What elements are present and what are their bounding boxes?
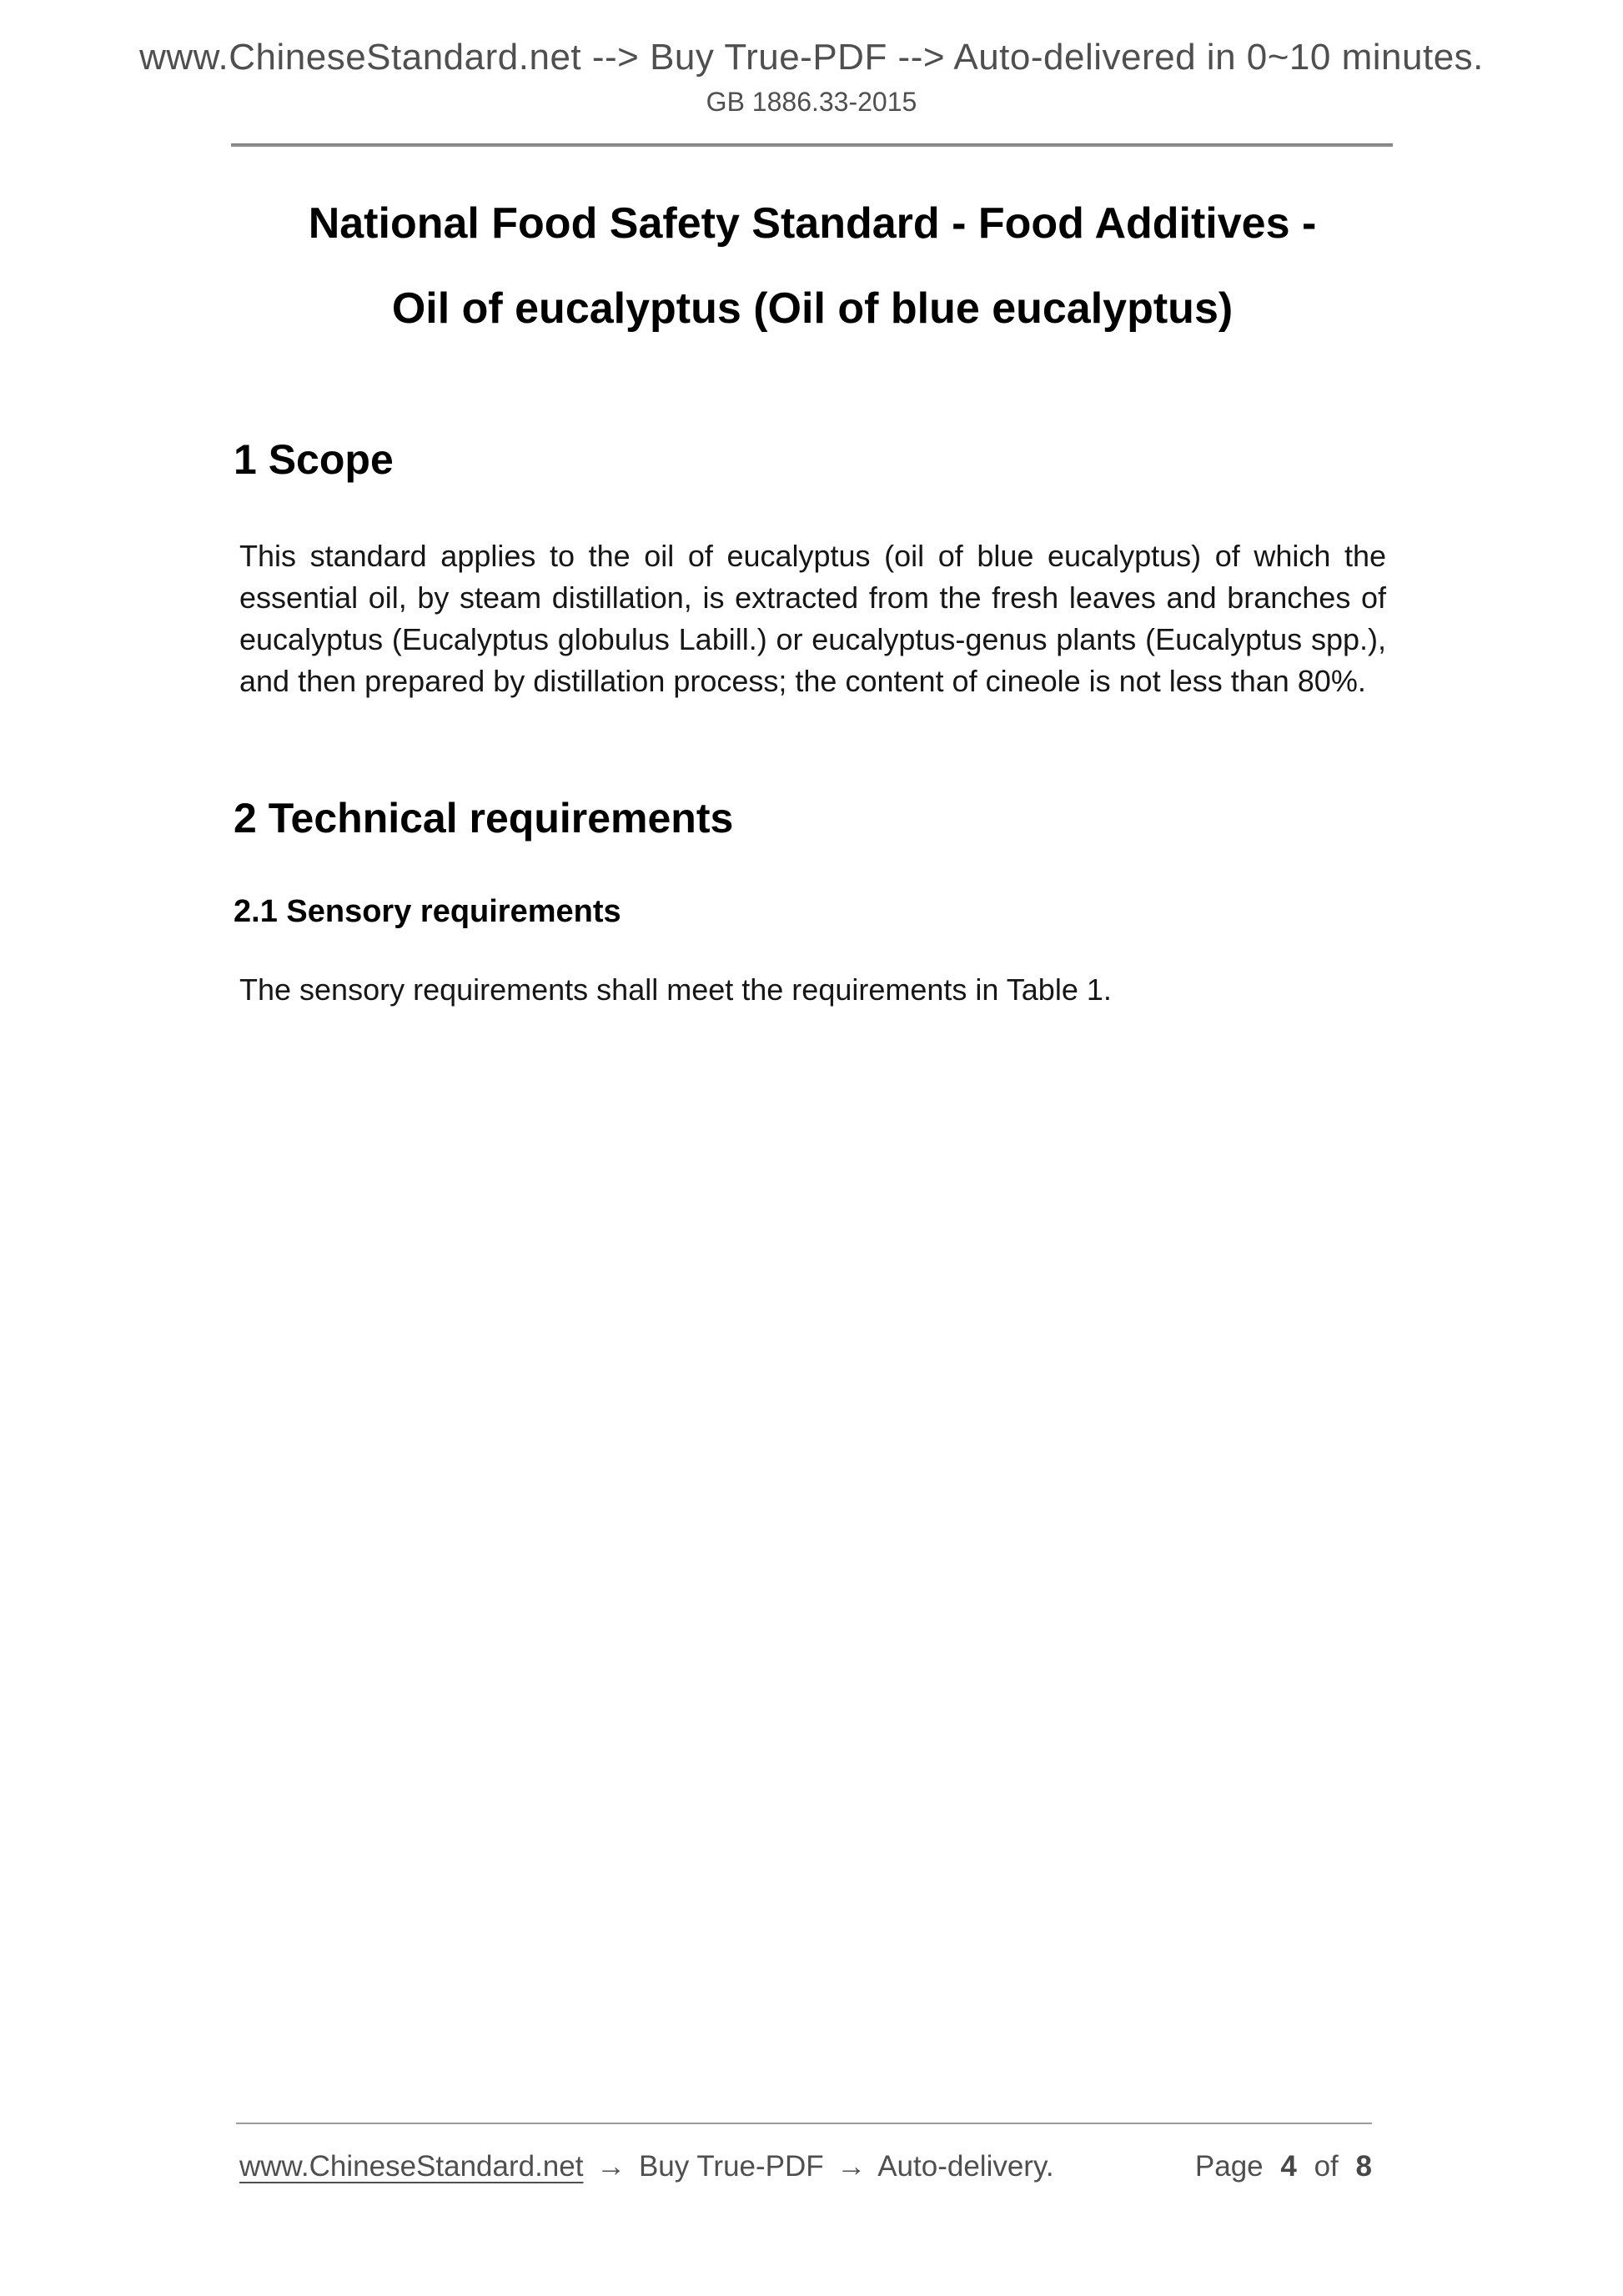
- footer-site-link[interactable]: www.ChineseStandard.net: [239, 2150, 584, 2183]
- footer-arrow-icon-1: →: [596, 2150, 626, 2183]
- page-of-label: of: [1314, 2150, 1339, 2183]
- document-code: GB 1886.33-2015: [706, 87, 917, 117]
- document-title-line-2: Oil of eucalyptus (Oil of blue eucalyptus): [391, 284, 1234, 333]
- document-title-line-1: National Food Safety Standard - Food Additives -: [308, 199, 1317, 248]
- section-2-1-sensory-paragraph: The sensory requirements shall meet the requirements in Table 1.: [239, 972, 1112, 1007]
- section-2-technical-heading: 2 Technical requirements: [234, 795, 734, 842]
- footer-delivery-note: [239, 2150, 1059, 2183]
- footer: [239, 2150, 1372, 2183]
- page-total-number: 8: [1355, 2150, 1372, 2183]
- header-banner-text: www.ChineseStandard.net --> Buy True-PDF --> Auto-delivered in 0~10 minutes.: [139, 37, 1484, 78]
- page-current-number: 4: [1280, 2150, 1297, 2183]
- page-indicator: [1186, 2150, 1372, 2183]
- footer-rule: [236, 2123, 1372, 2124]
- footer-delivery-label: Auto-delivery.: [877, 2150, 1054, 2183]
- footer-arrow-icon-2: →: [837, 2150, 867, 2183]
- header-rule: [231, 143, 1393, 147]
- section-1-scope-paragraph: This standard applies to the oil of eucalyptus (oil of blue eucalyptus) of which the essential oil, by steam distillation, is extracted from the fresh leaves and branches of eucalyptus (Eucalyptus globulus Labill.) or eucalyptus-genus plants (Eucalyptus spp.), and then prepared by distillation process; the content of cineole is not less than 80%.: [239, 539, 1386, 698]
- page-label: Page: [1194, 2150, 1264, 2183]
- section-1-scope-heading: 1 Scope: [234, 436, 394, 483]
- section-2-1-sensory-heading: 2.1 Sensory requirements: [234, 894, 621, 929]
- footer-buy-label: Buy True-PDF: [638, 2150, 824, 2183]
